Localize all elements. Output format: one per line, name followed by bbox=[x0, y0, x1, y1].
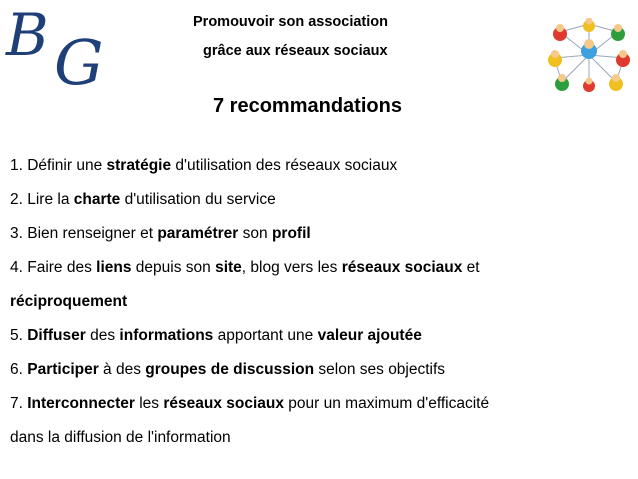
recommendation-3: 3. Bien renseigner et paramétrer son profil bbox=[10, 225, 311, 242]
recommendation-4-continued: réciproquement bbox=[10, 293, 128, 310]
recommendations-list bbox=[10, 149, 632, 455]
recommendation-7: 7. Interconnecter les réseaux sociaux pour un maximum d'efficacité bbox=[10, 395, 490, 412]
bg-logo bbox=[6, 1, 124, 99]
recommendation-2: 2. Lire la charte d'utilisation du service bbox=[10, 191, 276, 208]
header-title-line1: Promouvoir son association bbox=[193, 14, 388, 30]
recommendation-5: 5. Diffuser des informations apportant une valeur ajoutée bbox=[10, 327, 422, 344]
subtitle: 7 recommandations bbox=[213, 95, 402, 117]
header-title-line2: grâce aux réseaux sociaux bbox=[203, 43, 388, 59]
recommendation-7-continued: dans la diffusion de l'information bbox=[10, 429, 231, 446]
recommendation-6: 6. Participer à des groupes de discussion selon ses objectifs bbox=[10, 361, 446, 378]
logo-letter-g: G bbox=[54, 26, 104, 99]
recommendation-4: 4. Faire des liens depuis son site, blog vers les réseaux sociaux et bbox=[10, 259, 480, 276]
logo-letter-b: B bbox=[6, 1, 49, 69]
recommendation-1: 1. Définir une stratégie d'utilisation des réseaux sociaux bbox=[10, 157, 398, 174]
social-network-people-icon bbox=[548, 18, 630, 92]
